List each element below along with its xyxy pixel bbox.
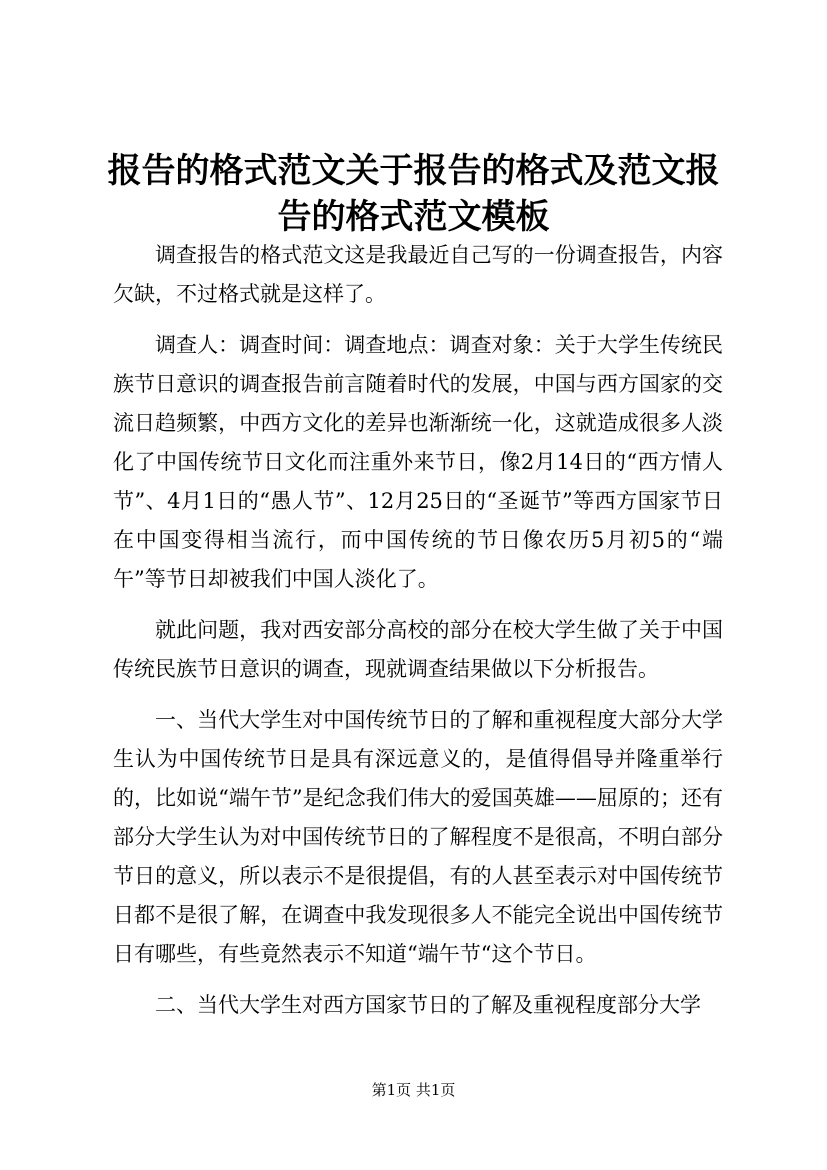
paragraph-intro: 调查报告的格式范文这是我最近自己写的一份调查报告，内容欠缺，不过格式就是这样了。 (113, 243, 723, 306)
paragraph-section-two: 二、当代大学生对西方国家节日的了解及重视程度部分大学 (155, 993, 701, 1017)
page-number-footer: 第1页 共1页 (371, 1081, 456, 1099)
paragraph-purpose: 就此问题，我对西安部分高校的部分在校大学生做了关于中国传统民族节日意识的调查，现就调查结果做以下分析报告。 (113, 618, 723, 681)
document-body (113, 236, 723, 1037)
document-title: 报告的格式范文关于报告的格式及范文报告的格式范文模板 (107, 151, 720, 237)
paragraph-section-one: 一、当代大学生对中国传统节日的了解和重视程度大部分大学生认为中国传统节日是具有深远意义的，是值得倡导并隆重举行的，比如说“端午节”是纪念我们伟大的爱国英雄——屈原的；还有部分大学生认为对中国传统节日的了解程度不是很高，不明白部分节日的意义，所以表示不是很提倡，有的人甚至表示对中国传统节日都不是很了解，在调查中我发现很多人不能完全说出中国传统节日有哪些，有些竟然表示不知道“端午节“这个节日。 (113, 708, 723, 966)
paragraph-background: 调查人：调查时间：调查地点：调查对象：关于大学生传统民族节日意识的调查报告前言随着时代的发展，中国与西方国家的交流日趋频繁，中西方文化的差异也渐渐统一化，这就造成很多人淡化了中国传统节日文化而注重外来节日，像2月14日的“西方情人节”、4月1日的“愚人节”、12月25日的“圣诞节”等西方国家节日在中国变得相当流行，而中国传统的节日像农历5月初5的“端午”等节日却被我们中国人淡化了。 (113, 333, 723, 591)
